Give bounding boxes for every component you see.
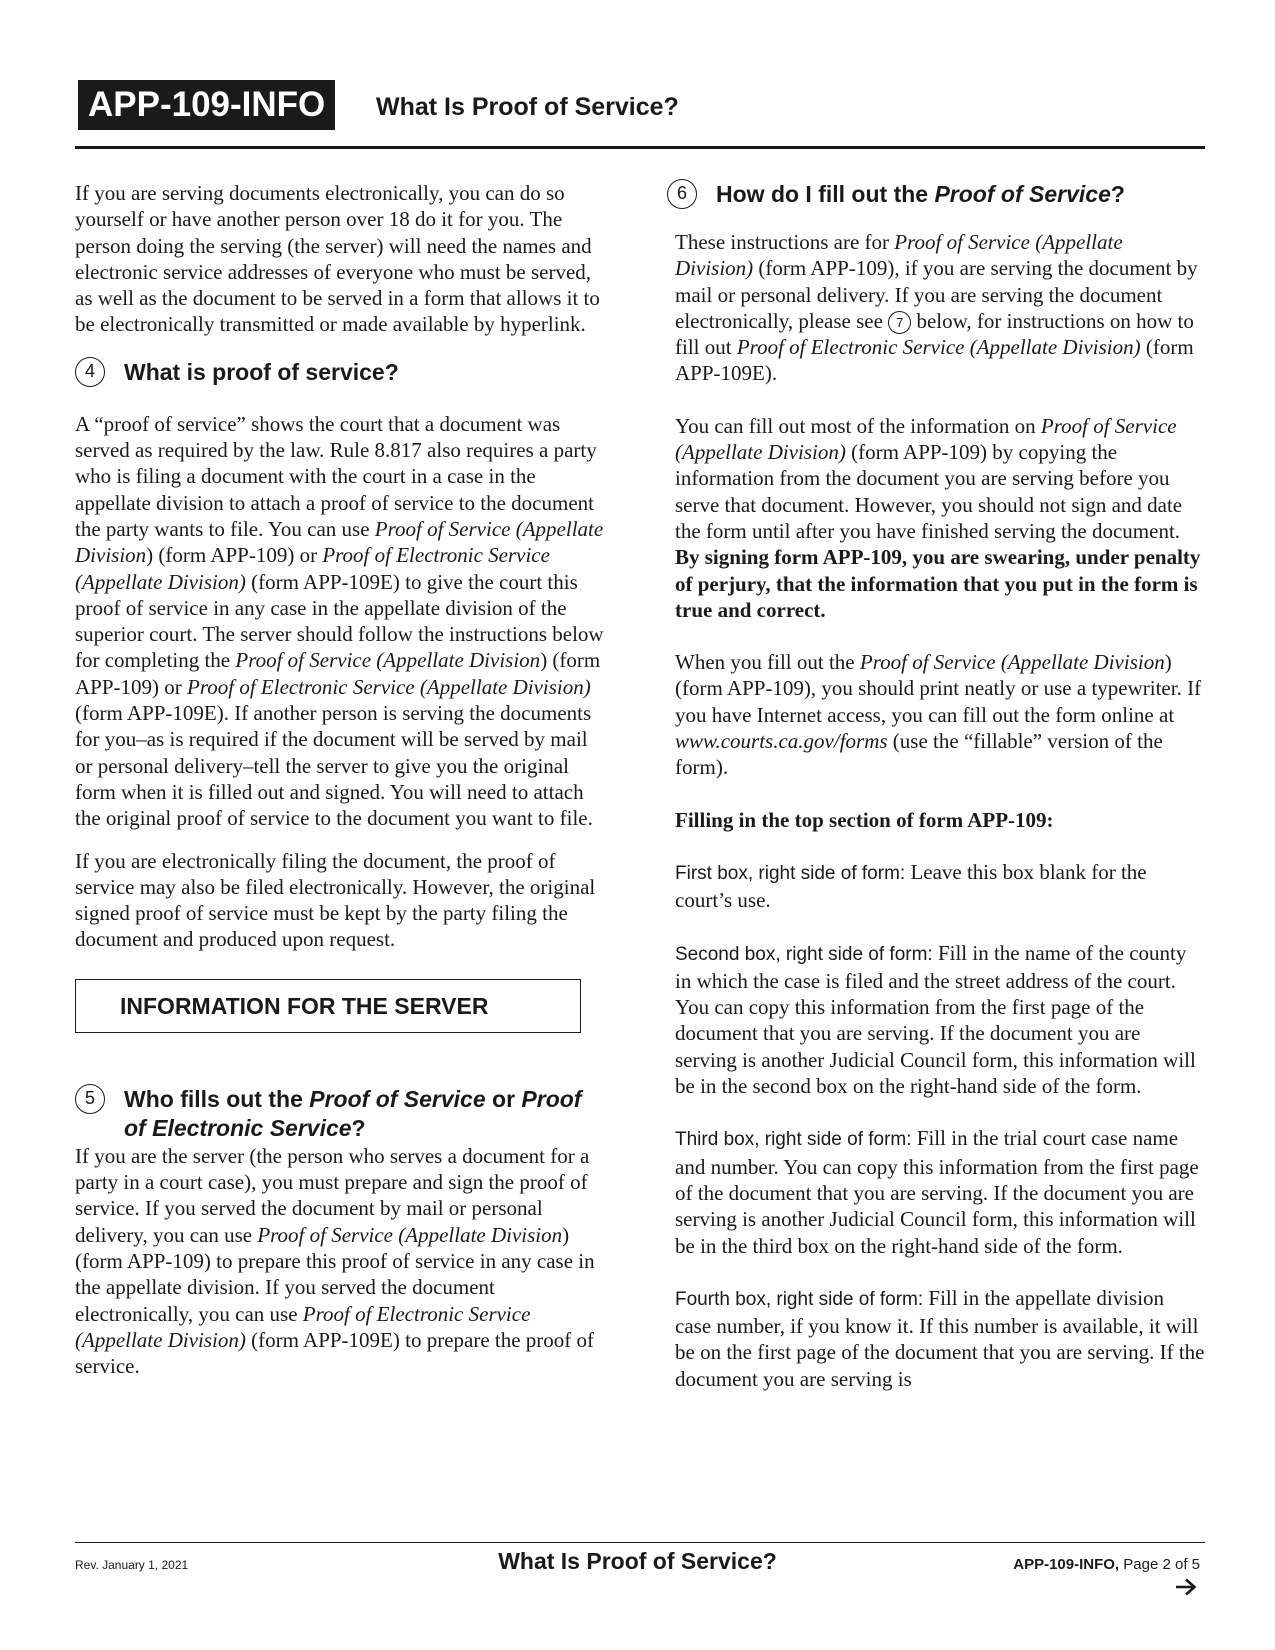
- section-6-paragraph-1: [675, 229, 1205, 387]
- section-number-badge: 6: [667, 179, 697, 209]
- text-run: Filling in the top section of form APP-109:: [675, 807, 1054, 832]
- text-run: (form APP-109E). If another person is serving the documents for you–as is required if the document will be served by mail or personal delivery–tell the server to give you the original form when it is filled out and signed. You will need to attach the original proof of service to the document you want to file.: [75, 701, 593, 831]
- text-run: Who fills out the: [124, 1085, 310, 1112]
- box-label: Fourth box, right side of form:: [675, 1288, 924, 1310]
- text-run: Fill in the trial court case name and number. You can copy this information from the first page of the document that you are serving. If the document you are serving is another Judicial Council form, this information will be in the third box on the right-hand side of the form.: [675, 1126, 1199, 1258]
- header-divider: [75, 146, 1205, 149]
- text-run: (form APP-109) by copying the information from the document you are serving before you serve that document. However, you should not sign and date the form until after you have finished serving the document.: [675, 440, 1183, 543]
- arrow-right-icon[interactable]: [1175, 1578, 1197, 1596]
- text-run: (form APP-109E) to give the court this proof of service in any case in the appellate division of the superior court. The server should follow the instructions below for completing the: [75, 569, 604, 673]
- revision-date: Rev. January 1, 2021: [75, 1558, 189, 1572]
- text-run: ) (form APP-109) or: [75, 648, 601, 699]
- text-run: ) (form APP-109) to prepare this proof of service in any case in the appellate division. If you served the document electronically, you can use: [75, 1222, 595, 1326]
- section-number-badge: 5: [75, 1084, 105, 1114]
- text-run: below, for instructions on how to fill out: [675, 308, 1194, 360]
- form-name: Proof of Service (Appellate Division: [235, 648, 541, 673]
- text-run: (form APP-109E).: [675, 335, 1194, 386]
- text-run: These instructions are for: [675, 230, 895, 254]
- text-run: (form APP-109E) to prepare the proof of service.: [75, 1327, 595, 1379]
- filling-heading: [675, 807, 1205, 833]
- form-name: Proof of Electronic Service: [124, 1085, 582, 1141]
- section-4-heading: [75, 358, 605, 387]
- text-run: You can fill out most of the information on: [675, 413, 1041, 438]
- text-run: (form APP-109), if you are serving the document by mail or personal delivery. If you are serving the document electronically, please see: [675, 256, 1198, 333]
- page-number: [1013, 1556, 1200, 1573]
- section-7-reference-badge: 7: [888, 311, 911, 334]
- form-name: Proof of Service (Appellate Division: [75, 516, 604, 568]
- text-run: How do I fill out the: [716, 181, 935, 207]
- text-run: ) (form APP-109), you should print neatly or use a typewriter. If you have Internet access, you can fill out the form online at: [675, 650, 1202, 727]
- perjury-warning: By signing form APP-109, you are swearing, under penalty of perjury, that the information that you put in the form is true and correct.: [675, 545, 1201, 622]
- section-4-paragraph-2: If you are electronically filing the document, the proof of service may also be filed electronically. However, the original signed proof of service must be kept by the party filing the document and produced upon request.: [75, 848, 596, 952]
- section-5-paragraph: [75, 1143, 605, 1380]
- section-5-title: [124, 1085, 605, 1143]
- form-id-badge: APP-109-INFO: [78, 80, 335, 130]
- right-column: [675, 180, 1205, 1392]
- form-name: Proof of Electronic Service (Appellate Division): [75, 1301, 531, 1352]
- section-6-title: [716, 180, 1125, 209]
- text-run: Fill in the appellate division case number, if you know it. If this number is available, it will be on the first page of the document that you are serving. If the document you are serving is: [675, 1285, 1205, 1391]
- page-count: Page 2 of 5: [1119, 1556, 1200, 1573]
- section-5-heading: [75, 1085, 605, 1143]
- intro-paragraph: If you are serving documents electronically, you can do so yourself or have another person over 18 do it for you. The person doing the serving (the server) will need the names and electronic service addresses of everyone who must be served, as well as the document to be served in a form that allows it to be electronically transmitted or made available by hyperlink.: [75, 181, 600, 337]
- section-4-title: What is proof of service?: [124, 358, 399, 385]
- third-box-instruction: [675, 1125, 1205, 1258]
- form-name: Proof of Service (Appellate Division): [675, 230, 1123, 281]
- form-name: Proof of Electronic Service (Appellate Division): [75, 543, 550, 594]
- text-run: If you are the server (the person who serves a document for a party in a court case), you must prepare and sign the proof of service. If you served the document by mail or personal delivery, you can use: [75, 1143, 590, 1247]
- footer-divider: [75, 1542, 1205, 1543]
- section-6-heading: [667, 180, 1205, 209]
- text-run: or: [485, 1085, 522, 1112]
- form-name: Proof of Electronic Service (Appellate Division): [187, 674, 591, 699]
- first-box-instruction: [675, 859, 1205, 914]
- section-number-badge: 4: [75, 357, 105, 387]
- section-4-paragraph-1: [75, 411, 605, 832]
- form-name: Proof of Service (Appellate Division): [675, 413, 1177, 465]
- second-box-instruction: [675, 940, 1205, 1100]
- section-6-paragraph-3: [675, 649, 1205, 780]
- text-run: ) (form APP-109) or: [146, 543, 323, 568]
- text-run: Fill in the name of the county in which the case is filed and the street address of the court. You can copy this information from the first page of the document that you are serving. If the document you are serving is another Judicial Council form, this information will be in the second box on the right-hand side of the form.: [675, 940, 1196, 1099]
- text-run: Leave this box blank for the court’s use.: [675, 859, 1147, 913]
- text-run: ?: [1110, 181, 1125, 207]
- form-name: Proof of Electronic Service (Appellate Division): [736, 335, 1141, 360]
- form-name: Proof of Service: [934, 181, 1111, 207]
- server-info-box: INFORMATION FOR THE SERVER: [75, 979, 581, 1033]
- box-label: First box, right side of form:: [675, 862, 906, 884]
- fourth-box-instruction: [675, 1285, 1205, 1392]
- text-run: When you fill out the: [675, 650, 860, 675]
- form-name: Proof of Service: [309, 1085, 486, 1112]
- section-6-paragraph-2: [675, 413, 1205, 623]
- box-label: Third box, right side of form:: [675, 1129, 912, 1151]
- text-run: A “proof of service” shows the court that a document was served as required by the law. Rule 8.817 also requires a party who is filing a document with the court in a case in the appellate division to attach a proof of service to the document the party wants to file. You can use: [75, 411, 597, 541]
- form-ref: APP-109-INFO,: [1013, 1556, 1120, 1573]
- text-run: (use the “fillable” version of the form).: [675, 729, 1163, 780]
- left-column: [75, 180, 605, 1379]
- text-run: ?: [351, 1114, 366, 1141]
- form-name: Proof of Service (Appellate Division: [257, 1222, 563, 1247]
- form-name: Proof of Service (Appellate Division: [859, 650, 1165, 675]
- page-title: What Is Proof of Service?: [376, 93, 679, 121]
- footer-title: What Is Proof of Service?: [498, 1548, 777, 1574]
- courts-website-link[interactable]: www.courts.ca.gov/forms: [675, 729, 888, 754]
- box-label: Second box, right side of form:: [675, 943, 933, 965]
